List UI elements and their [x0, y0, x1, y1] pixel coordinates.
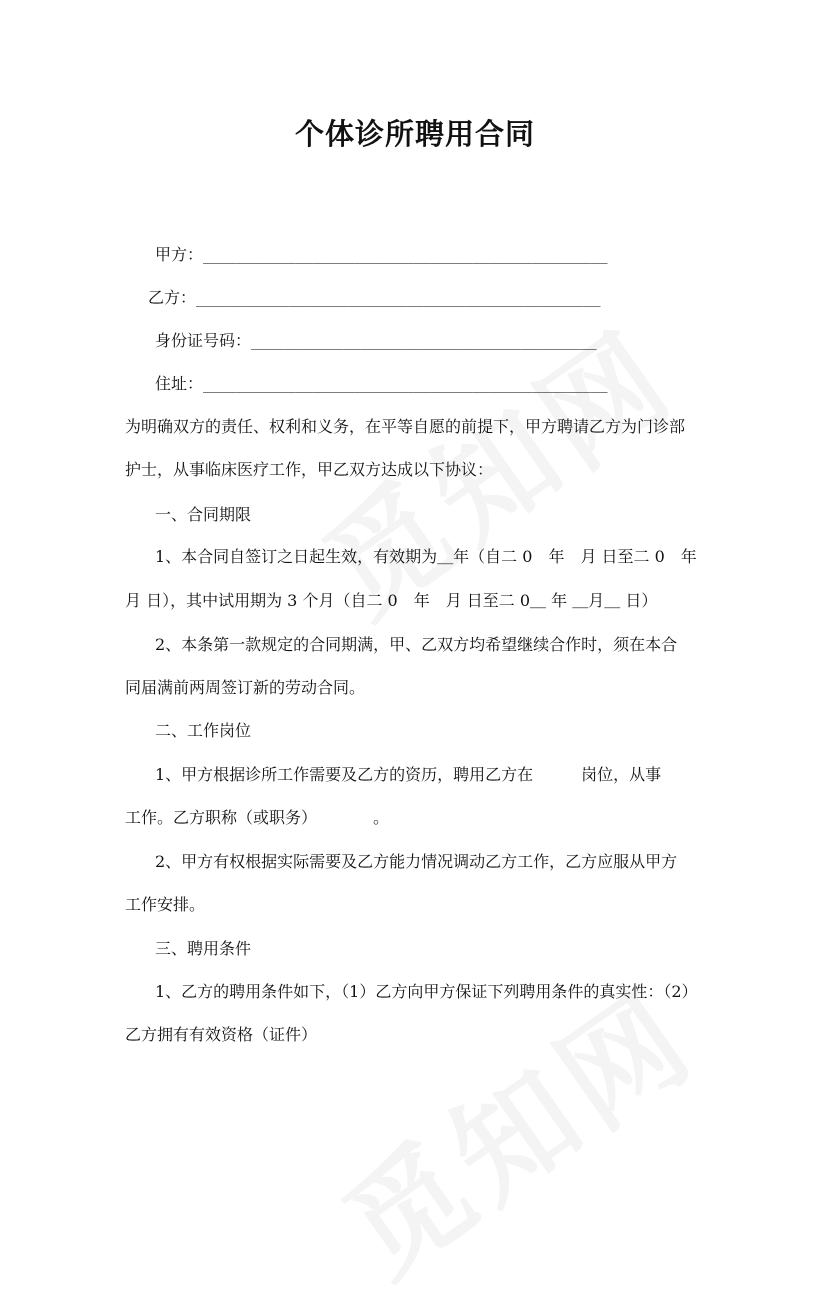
- address-label: 住址：: [155, 374, 204, 393]
- party-a-label: 甲方：: [155, 245, 204, 264]
- section1-clause1-line1: 1、本合同自签订之日起生效，有效期为＿年（自二 0 年 月 日至二 0 年: [155, 547, 697, 566]
- party-b-line: [148, 287, 601, 310]
- id-number-blank[interactable]: _________________________________________: [251, 334, 597, 350]
- section1-clause1-line2: 月 日），其中试用期为 3 个月（自二 0 年 月 日至二 0＿ 年 ＿月＿ 日）: [125, 591, 658, 610]
- section3-clause1-line2: 乙方拥有有效资格（证件）: [125, 1025, 318, 1044]
- section2-clause2-line2: 工作安排。: [125, 895, 206, 914]
- address-line: [155, 373, 608, 396]
- party-b-label: 乙方：: [148, 288, 197, 307]
- party-a-blank[interactable]: ________________________________________________: [203, 248, 608, 264]
- section2-clause1-line2: 工作。乙方职称（或职务） 。: [125, 808, 390, 827]
- section1-heading: 一、合同期限: [155, 505, 252, 524]
- section2-heading: 二、工作岗位: [155, 721, 252, 740]
- section3-heading: 三、聘用条件: [155, 939, 252, 958]
- intro-line-2: 护士，从事临床医疗工作，甲乙双方达成以下协议：: [125, 460, 494, 479]
- section3-clause1-line1: 1、乙方的聘用条件如下，（1）乙方向甲方保证下列聘用条件的真实性：（2）: [155, 982, 698, 1001]
- party-b-blank[interactable]: ________________________________________________: [196, 291, 601, 307]
- party-a-line: [155, 244, 608, 267]
- section1-clause2-line1: 2、本条第一款规定的合同期满，甲、乙双方均希望继续合作时，须在本合: [155, 635, 678, 654]
- address-blank[interactable]: ________________________________________________: [203, 377, 608, 393]
- section1-clause2-line2: 同届满前两周签订新的劳动合同。: [125, 678, 366, 697]
- intro-line-1: 为明确双方的责任、权利和义务，在平等自愿的前提下，甲方聘请乙方为门诊部: [125, 417, 686, 436]
- id-number-line: [155, 330, 597, 353]
- section2-clause1-line1: 1、甲方根据诊所工作需要及乙方的资历，聘用乙方在 岗位，从事: [155, 765, 662, 784]
- section2-clause2-line1: 2、甲方有权根据实际需要及乙方能力情况调动乙方工作，乙方应服从甲方: [155, 852, 678, 871]
- document-title: 个体诊所聘用合同: [294, 117, 535, 151]
- id-number-label: 身份证号码：: [155, 331, 252, 350]
